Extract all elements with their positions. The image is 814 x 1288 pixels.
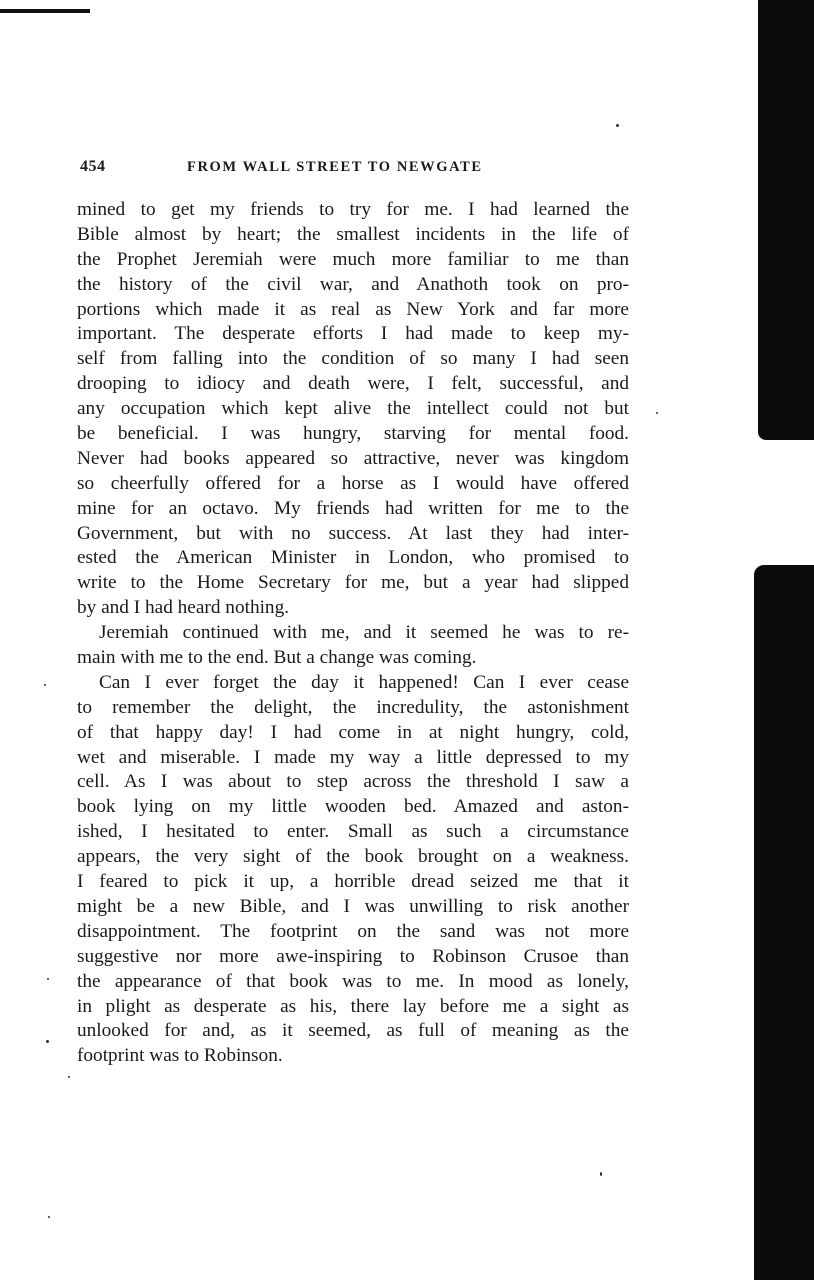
page-header (80, 158, 630, 180)
text-line: of that happy day! I had come in at night hungry, cold, (77, 721, 629, 743)
text-line: Can I ever forget the day it happened! Can I ever cease (99, 671, 629, 693)
text-line: Government, but with no success. At last they had inter- (77, 522, 629, 544)
text-line: book lying on my little wooden bed. Amazed and aston- (77, 796, 629, 818)
scan-speck (600, 1172, 602, 1176)
text-line: appears, the very sight of the book brought on a weakness. (77, 846, 629, 868)
scan-speck (44, 684, 46, 686)
body-text (77, 198, 629, 1069)
text-line: important. The desperate efforts I had made to keep my- (77, 323, 629, 345)
text-line: wet and miserable. I made my way a little depressed to my (77, 746, 629, 768)
text-line: mine for an octavo. My friends had written for me to the (77, 497, 629, 519)
text-line: self from falling into the condition of so many I had seen (77, 348, 629, 370)
paragraph (77, 198, 629, 621)
text-line: ished, I hesitated to enter. Small as such a circumstance (77, 821, 629, 843)
scan-speck (47, 978, 49, 980)
text-line: the history of the civil war, and Anathoth took on pro- (77, 273, 629, 295)
text-line: write to the Home Secretary for me, but a year had slipped (77, 572, 629, 594)
text-line: cell. As I was about to step across the threshold I saw a (77, 771, 629, 793)
running-head: FROM WALL STREET TO NEWGATE (187, 159, 483, 175)
text-line: Never had books appeared so attractive, never was kingdom (77, 447, 629, 469)
paragraph (77, 621, 629, 671)
text-line: unlooked for and, as it seemed, as full of meaning as the (77, 1020, 629, 1042)
scan-speck (656, 412, 658, 414)
text-line: so cheerfully offered for a horse as I would have offered (77, 472, 629, 494)
text-line: I feared to pick it up, a horrible dread seized me that it (77, 871, 629, 893)
text-line: mined to get my friends to try for me. I had learned the (77, 199, 629, 220)
gutter-shadow-bottom (754, 565, 814, 1280)
gutter-shadow-top (758, 0, 814, 440)
text-line: in plight as desperate as his, there lay before me a sight as (77, 995, 629, 1017)
scan-speck (48, 1216, 50, 1218)
scan-speck (68, 1076, 70, 1078)
text-line: to remember the delight, the incredulity, the astonishment (77, 696, 629, 718)
text-line: portions which made it as real as New York and far more (77, 298, 629, 320)
text-line: Jeremiah continued with me, and it seemed he was to re- (99, 622, 629, 644)
text-line: suggestive nor more awe-inspiring to Robinson Crusoe than (77, 945, 629, 967)
text-line: the appearance of that book was to me. In mood as lonely, (77, 970, 629, 992)
text-line: main with me to the end. But a change was coming. (77, 647, 477, 669)
text-line: by and I had heard nothing. (77, 597, 290, 619)
text-line: drooping to idiocy and death were, I felt, successful, and (77, 373, 629, 395)
text-line: disappointment. The footprint on the sand was not more (77, 920, 629, 942)
text-line: any occupation which kept alive the intellect could not but (77, 398, 629, 420)
scan-speck (46, 1040, 49, 1043)
scan-speck (616, 124, 619, 127)
paragraph (77, 671, 629, 1069)
text-line: ested the American Minister in London, who promised to (77, 547, 629, 569)
text-line: Bible almost by heart; the smallest incidents in the life of (77, 223, 629, 245)
text-line: the Prophet Jeremiah were much more familiar to me than (77, 248, 629, 270)
corner-rule (0, 9, 90, 13)
text-line: footprint was to Robinson. (77, 1045, 283, 1067)
page-number: 454 (80, 158, 106, 175)
text-line: be beneficial. I was hungry, starving for mental food. (77, 423, 629, 445)
text-line: might be a new Bible, and I was unwilling to risk another (77, 895, 629, 917)
